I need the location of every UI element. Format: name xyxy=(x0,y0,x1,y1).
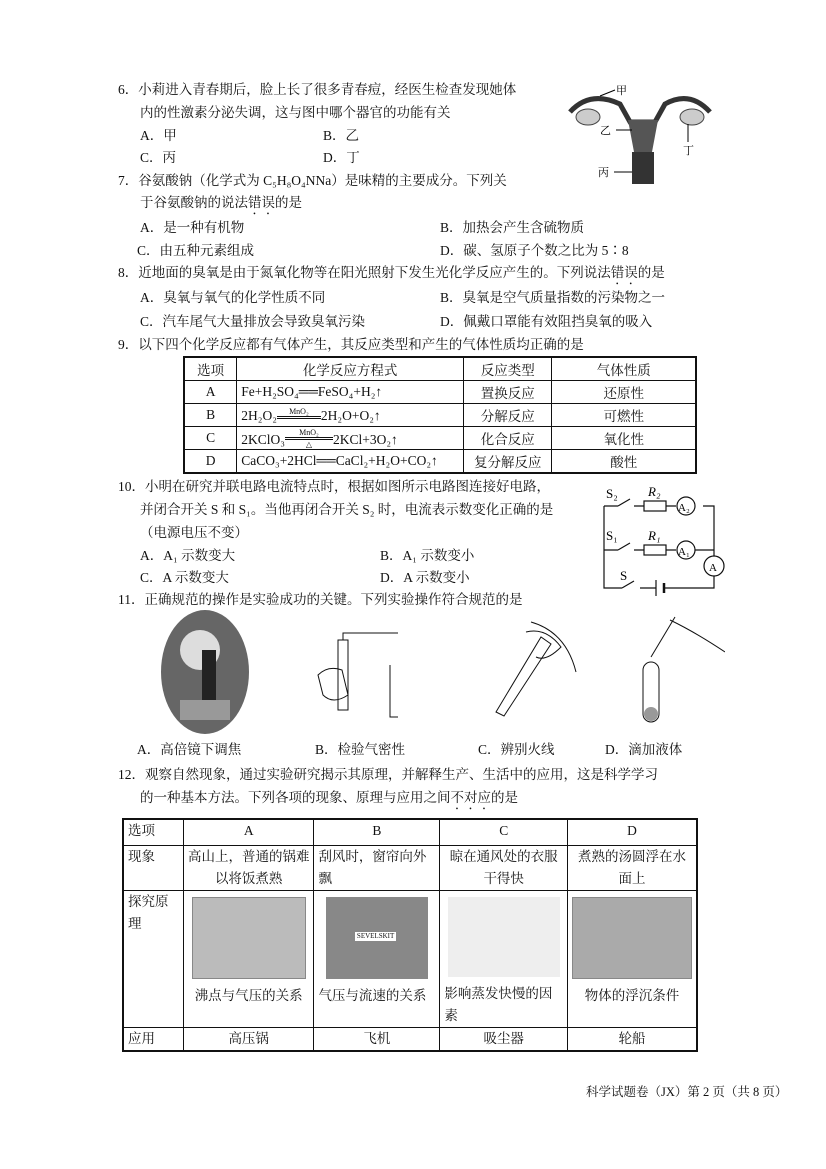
row-label: 选项 xyxy=(123,819,183,845)
cell: B xyxy=(184,404,237,427)
label-jia: 甲 xyxy=(616,85,627,97)
cell: 氧化性 xyxy=(552,427,696,450)
cell xyxy=(314,890,440,1027)
q7-option-d: D．碳、氢原子个数之比为 5∶8 xyxy=(440,243,629,258)
cell: 轮船 xyxy=(567,1027,697,1051)
text: 于谷氨酸钠的说法 xyxy=(140,195,248,210)
reactant: 2KClO₃ xyxy=(241,431,285,447)
cell: 煮熟的汤圆浮在水面上 xyxy=(567,845,697,890)
label-s: S xyxy=(620,568,628,583)
q7-option-b: B．加热会产生含硫物质 xyxy=(440,220,585,235)
q7-stem: 7．谷氨酸钠（化学式为 C₅H₈O₄NNa）是味精的主要成分。下列关 xyxy=(118,173,507,188)
ammeter-a2: A₂ xyxy=(678,502,690,514)
q10-stem: 10．小明在研究并联电路电流特点时，根据如图所示电路图连接好电路， xyxy=(118,479,550,494)
label-s2: S₂ xyxy=(606,486,618,501)
q7-option-c: C．由五种元素组成 xyxy=(137,243,255,258)
row-label: 应用 xyxy=(123,1027,183,1051)
label-ding: 丁 xyxy=(683,145,694,157)
principle-text: 气压与流速的关系 xyxy=(318,987,427,1003)
text: 的是 xyxy=(275,195,302,210)
cell: 高压锅 xyxy=(183,1027,313,1051)
dropper-drawing xyxy=(615,612,725,727)
q12-stem: 12．观察自然现象，通过实验研究揭示其原理，并解释生产、生活中的应用，这是科学学习 xyxy=(118,767,658,782)
cell: 飞机 xyxy=(314,1027,440,1051)
uterus-diagram xyxy=(560,82,720,186)
q11-option-d: D．滴加液体 xyxy=(605,742,683,757)
q7-stem-2 xyxy=(140,194,302,218)
q11-option-c: C．辨别火线 xyxy=(478,742,555,757)
q7-option-a: A．是一种有机物 xyxy=(140,220,245,235)
q11-stem: 11．正确规范的操作是实验成功的关键。下列实验操作符合规范的是 xyxy=(118,592,523,607)
table-row xyxy=(184,427,696,450)
header-cell: C xyxy=(440,819,568,845)
q6-option-d: D．丁 xyxy=(323,150,360,165)
table-row xyxy=(123,890,697,1027)
header-cell: 气体性质 xyxy=(552,357,696,381)
cell: D xyxy=(184,450,237,474)
q10-stem: （电源电压不变） xyxy=(140,525,248,540)
text: 8．近地面的臭氧是由于氮氧化物等在阳光照射下发生光化学反应产生的。下列说法 xyxy=(118,265,611,280)
product: 2H₂O+O₂↑ xyxy=(320,407,381,423)
ammeter-a1: A₁ xyxy=(678,546,690,558)
table-row xyxy=(123,1027,697,1051)
condition xyxy=(285,428,333,449)
heat-symbol: △ xyxy=(305,439,313,449)
cell: 吸尘器 xyxy=(440,1027,568,1051)
row-label: 现象 xyxy=(123,845,183,890)
equation-cell xyxy=(237,427,464,450)
ammeter-a: A xyxy=(709,562,717,574)
header-cell: B xyxy=(314,819,440,845)
q8-option-c: C．汽车尾气大量排放会导致臭氧污染 xyxy=(140,314,366,329)
microscope-photo xyxy=(160,610,250,735)
equation-cell: Fe+H₂SO₄══FeSO₄+H₂↑ xyxy=(237,381,464,404)
q8-option-d: D．佩戴口罩能有效阻挡臭氧的吸入 xyxy=(440,314,653,329)
cell xyxy=(440,890,568,1027)
cell: 分解反应 xyxy=(464,404,552,427)
cell xyxy=(183,890,313,1027)
q9-stem: 9．以下四个化学反应都有气体产生，其反应类型和产生的气体性质均正确的是 xyxy=(118,337,584,352)
q10-option-c: C．A 示数变大 xyxy=(140,570,229,585)
person-blowing-photo xyxy=(326,897,428,979)
equation-cell: CaCO₃+2HCl══CaCl₂+H₂O+CO₂↑ xyxy=(237,450,464,474)
header-cell: 反应类型 xyxy=(464,357,552,381)
q10-option-b: B．A₁ 示数变小 xyxy=(380,548,475,563)
cell: 置换反应 xyxy=(464,381,552,404)
cell: A xyxy=(184,381,237,404)
label-r1: R₁ xyxy=(648,528,661,543)
cell: C xyxy=(184,427,237,450)
q10-option-a: A．A₁ 示数变大 xyxy=(140,548,236,563)
q6-option-a: A．甲 xyxy=(140,128,177,143)
cell: 可燃性 xyxy=(552,404,696,427)
table-row xyxy=(123,845,697,890)
q10-stem: 并闭合开关 S 和 S₁。当他再闭合开关 S₂ 时，电流表示数变化正确的是 xyxy=(140,502,554,517)
q6-stem: 6．小莉进入青春期后，脸上长了很多青春痘，经医生检查发现她体 xyxy=(118,82,517,97)
text: 的是 xyxy=(637,265,665,280)
circuit-diagram xyxy=(596,484,726,596)
q8-stem xyxy=(118,264,665,288)
q11-option-b: B．检验气密性 xyxy=(315,742,406,757)
header-cell: 选项 xyxy=(184,357,237,381)
text: 的是 xyxy=(491,790,518,805)
header-cell: A xyxy=(183,819,313,845)
floating-dumpling-photo xyxy=(572,897,692,979)
q6-option-b: B．乙 xyxy=(323,128,360,143)
q9-table xyxy=(183,356,697,474)
equation-cell xyxy=(237,404,464,427)
cell xyxy=(567,890,697,1027)
cell: 晾在通风处的衣服干得快 xyxy=(440,845,568,890)
table-header-row xyxy=(184,357,696,381)
cell: 刮风时，窗帘向外飘 xyxy=(314,845,440,890)
cell: 酸性 xyxy=(552,450,696,474)
condition: MnO₂ xyxy=(277,407,321,419)
test-pen-drawing xyxy=(476,612,586,722)
product: 2KCl+3O₂↑ xyxy=(332,431,398,447)
q8-option-a: A．臭氧与氧气的化学性质不同 xyxy=(140,290,326,305)
label-s1: S₁ xyxy=(606,528,618,543)
q11-option-a: A．高倍镜下调焦 xyxy=(137,742,242,757)
q12-stem-2 xyxy=(140,789,518,813)
table-row xyxy=(184,450,696,474)
cell: 高山上，普通的锅难以将饭煮熟 xyxy=(183,845,313,890)
emphasis-text: 不对应 xyxy=(450,790,491,805)
page-footer: 科学试题卷（JX）第 2 页（共 8 页） xyxy=(586,1085,788,1099)
cell: 化合反应 xyxy=(464,427,552,450)
q8-option-b: B．臭氧是空气质量指数的污染物之一 xyxy=(440,290,666,305)
catalyst: MnO₂ xyxy=(285,428,333,440)
reactant: 2H₂O₂ xyxy=(241,407,277,423)
q6-stem: 内的性激素分泌失调，这与图中哪个器官的功能有关 xyxy=(140,105,451,120)
label-r2: R₂ xyxy=(648,484,661,499)
header-cell: D xyxy=(567,819,697,845)
row-label: 探究原理 xyxy=(123,890,183,1027)
principle-text: 影响蒸发快慢的因素 xyxy=(444,985,553,1023)
table-header-row xyxy=(123,819,697,845)
label-yi: 乙 xyxy=(600,125,611,137)
q10-option-d: D．A 示数变小 xyxy=(380,570,470,585)
boiling-experiment-photo xyxy=(192,897,306,979)
airtightness-test-drawing xyxy=(298,625,398,725)
label-bing: 丙 xyxy=(598,167,609,179)
evaporation-drawing xyxy=(448,897,560,977)
shirt-text: SEVELSKIT xyxy=(356,931,395,940)
emphasis-text: 错误 xyxy=(248,195,275,210)
table-row xyxy=(184,404,696,427)
text: 的一种基本方法。下列各项的现象、原理与应用之间 xyxy=(140,790,451,805)
q12-table xyxy=(122,818,698,1052)
cell: 还原性 xyxy=(552,381,696,404)
cell: 复分解反应 xyxy=(464,450,552,474)
q6-option-c: C．丙 xyxy=(140,150,177,165)
emphasis-text: 错误 xyxy=(610,265,638,280)
principle-text: 物体的浮沉条件 xyxy=(584,987,680,1003)
table-row xyxy=(184,381,696,404)
principle-text: 沸点与气压的关系 xyxy=(194,987,303,1003)
header-cell: 化学反应方程式 xyxy=(237,357,464,381)
